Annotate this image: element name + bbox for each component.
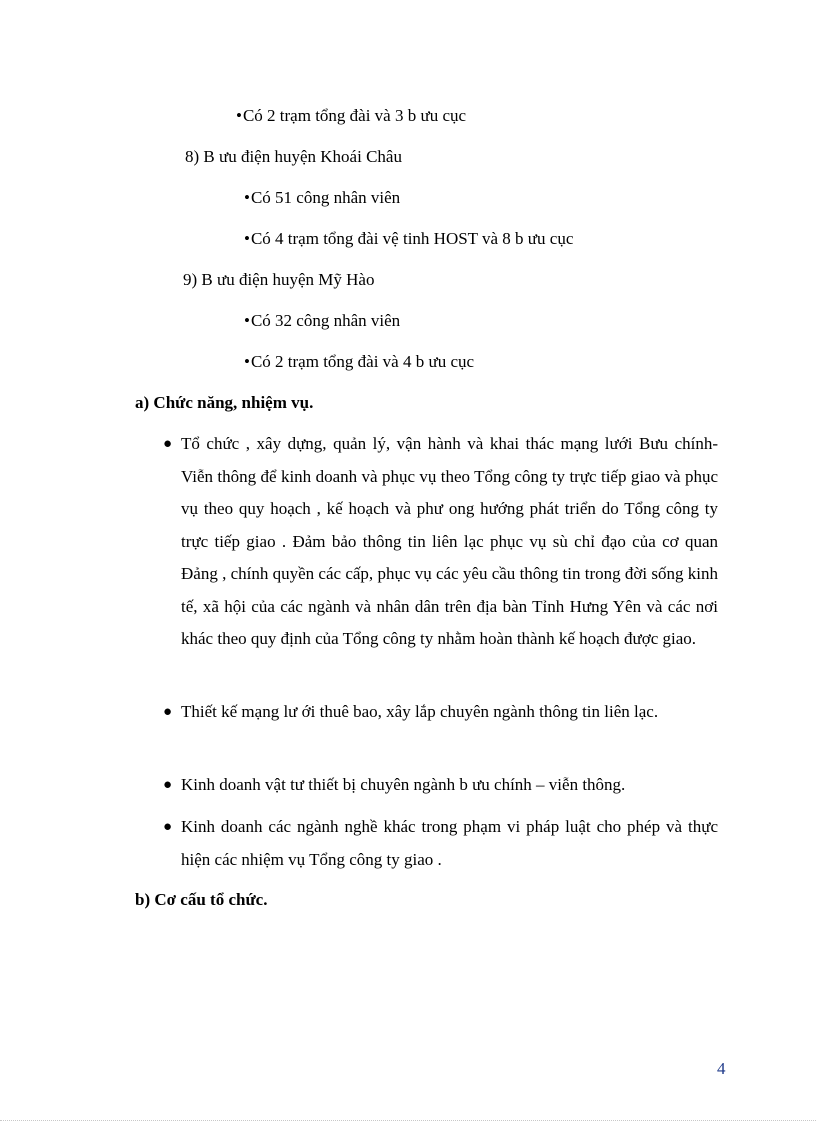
list-item: [236, 105, 466, 127]
list-item-text: Có 2 trạm tổng đài và 4 b ưu cục: [250, 352, 475, 371]
bullet-paragraph: Tổ chức , xây dựng, quản lý, vận hành và khai thác mạng lưới Bưu chính- Viễn thông để kinh doanh và phục vụ theo Tổng công ty trực tiếp giao và phục vụ theo quy hoạch , kế hoạch và phư ong hướng phát triển do Tổng công ty trực tiếp giao . Đảm bảo thông tin liên lạc phục vụ sù chỉ đạo của cơ quan Đảng , chính quyền các cấp, phục vụ các yêu cầu thông tin trong đời sống kinh tế, xã hội của các ngành và nhân dân trên địa bàn Tỉnh Hưng Yên và các nơi khác theo quy định của Tổng công ty nhằm hoàn thành kế hoạch được giao.: [181, 434, 718, 648]
bullet-paragraph: Thiết kế mạng lư ới thuê bao, xây lắp chuyên ngành thông tin liên lạc.: [181, 702, 659, 721]
bullet-paragraph: Kinh doanh vật tư thiết bị chuyên ngành b ưu chính – viễn thông.: [181, 775, 626, 794]
list-item-text: 9) B ưu điện huyện Mỹ Hào: [183, 270, 375, 289]
list-item: [244, 187, 400, 209]
list-item-text: 8) B ưu điện huyện Khoái Châu: [185, 147, 402, 166]
section-heading-b: b) Cơ cấu tổ chức.: [135, 890, 268, 909]
list-item-text: Có 2 trạm tổng đài và 3 b ưu cục: [242, 106, 467, 125]
bullet-icon: ●: [163, 819, 173, 835]
list-item-text: Có 4 trạm tổng đài vệ tinh HOST và 8 b ưu cục: [250, 229, 574, 248]
bullet-icon: ●: [163, 704, 173, 720]
list-item-text: Có 32 công nhân viên: [250, 311, 401, 330]
list-item: [244, 228, 573, 250]
list-item: [244, 351, 474, 373]
bullet-icon: ●: [163, 777, 173, 793]
list-item: [183, 269, 374, 291]
bullet-paragraph: Kinh doanh các ngành nghề khác trong phạm vi pháp luật cho phép và thực hiện các nhiệm vụ Tổng công ty giao .: [181, 817, 718, 869]
page-number: 4: [717, 1059, 726, 1078]
list-item: [185, 146, 402, 168]
section-heading-a: a) Chức năng, nhiệm vụ.: [135, 393, 314, 412]
list-item-text: Có 51 công nhân viên: [250, 188, 401, 207]
page-bottom-border: [0, 1120, 816, 1121]
bullet-icon: ●: [163, 436, 173, 452]
list-item: [244, 310, 400, 332]
